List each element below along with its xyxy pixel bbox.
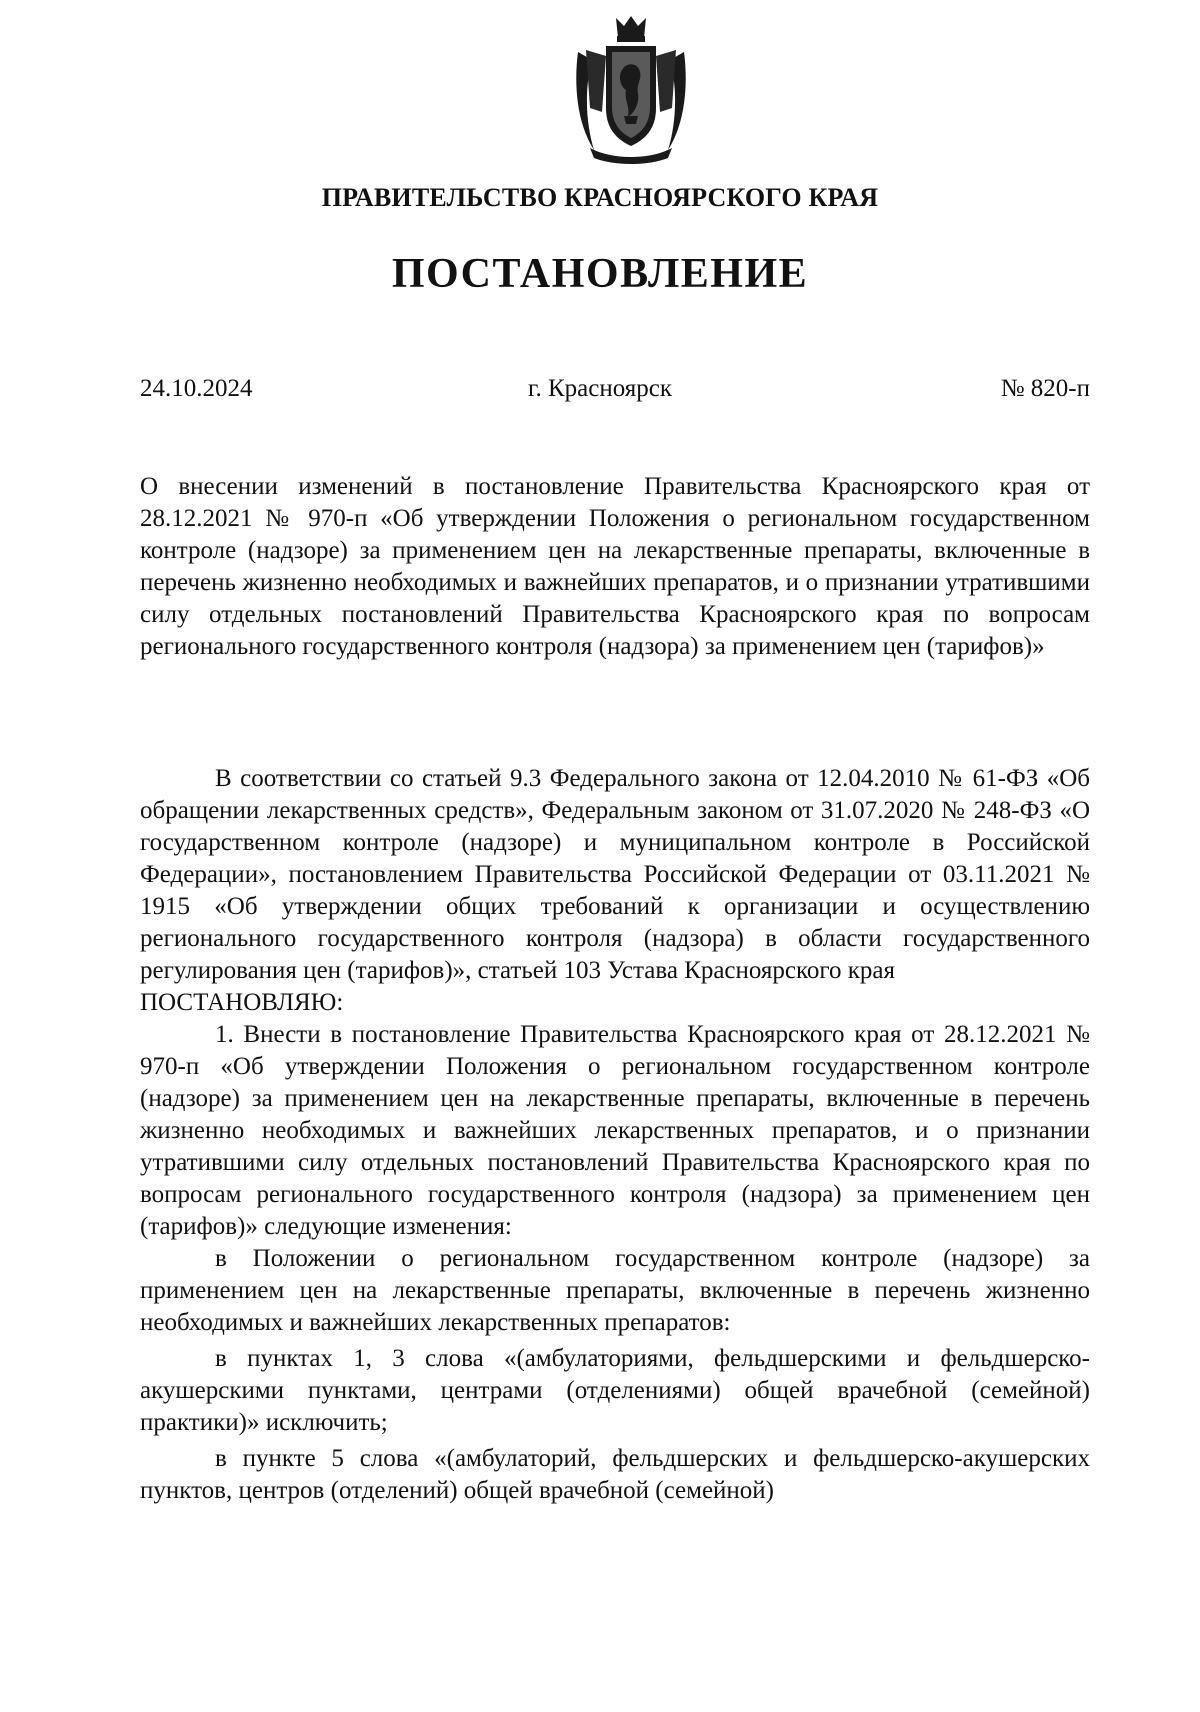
document-number: № 820-п: [1000, 375, 1090, 402]
regulation-paragraph: в Положении о региональном государственном контроле (надзоре) за применением цен на лекарственные препараты, включенные в перечень жизненно необходимых и важнейших лекарственных препаратов:: [140, 1245, 1090, 1336]
point-5-paragraph: в пункте 5 слова «(амбулаторий, фельдшерских и фельдшерско-акушерских пунктов, центров (отделений) общей врачебной (семейной): [140, 1445, 1090, 1504]
resolve-heading: ПОСТАНОВЛЯЮ:: [140, 989, 344, 1016]
item-1-paragraph: 1. Внести в постановление Правительства Красноярского края от 28.12.2021 № 970-п «Об утверждении Положения о региональном государственном контроле (надзоре) за применением цен на лекарственные препараты, включенные в перечень жизненно необходимых и важнейших лекарственных препаратов, и о признании утратившими силу отдельных постановлений Правительства Красноярского края по вопросам регионального государственного контроля (надзора) за применением цен (тарифов)» следующие изменения:: [140, 1021, 1090, 1240]
coat-of-arms-icon: [572, 12, 690, 168]
document-subject: О внесении изменений в постановление Правительства Красноярского края от 28.12.2021 № 970-п «Об утверждении Положения о региональном государственном контроле (надзоре) за применением цен на лекарственные препараты, включенные в перечень жизненно необходимых и важнейших препаратов, и о признании утратившими силу отдельных постановлений Правительства Красноярского края по вопросам регионального государственного контроля (надзора) за применением цен (тарифов)»: [140, 473, 1090, 660]
government-title: ПРАВИТЕЛЬСТВО КРАСНОЯРСКОГО КРАЯ: [321, 183, 879, 212]
points-1-3-paragraph: в пунктах 1, 3 слова «(амбулаториями, фельдшерскими и фельдшерско-акушерскими пунктами, центрами (отделениями) общей врачебной (семейной) практики)» исключить;: [140, 1345, 1090, 1436]
document-city: г. Красноярск: [528, 375, 672, 402]
document-type-title: ПОСТАНОВЛЕНИЕ: [391, 251, 809, 297]
preamble-paragraph: В соответствии со статьей 9.3 Федерального закона от 12.04.2010 № 61-ФЗ «Об обращении лекарственных средств», Федеральным законом от 31.07.2020 № 248-ФЗ «О государственном контроле (надзоре) и муниципальном контроле в Российской Федерации», постановлением Правительства Российской Федерации от 03.11.2021 № 1915 «Об утверждении общих требований к организации и осуществлению регионального государственного контроля (надзора) в области государственного регулирования цен (тарифов)», статьей 103 Устава Красноярского края: [140, 765, 1090, 984]
document-date: 24.10.2024: [140, 375, 253, 402]
document-body: [140, 763, 1090, 1507]
